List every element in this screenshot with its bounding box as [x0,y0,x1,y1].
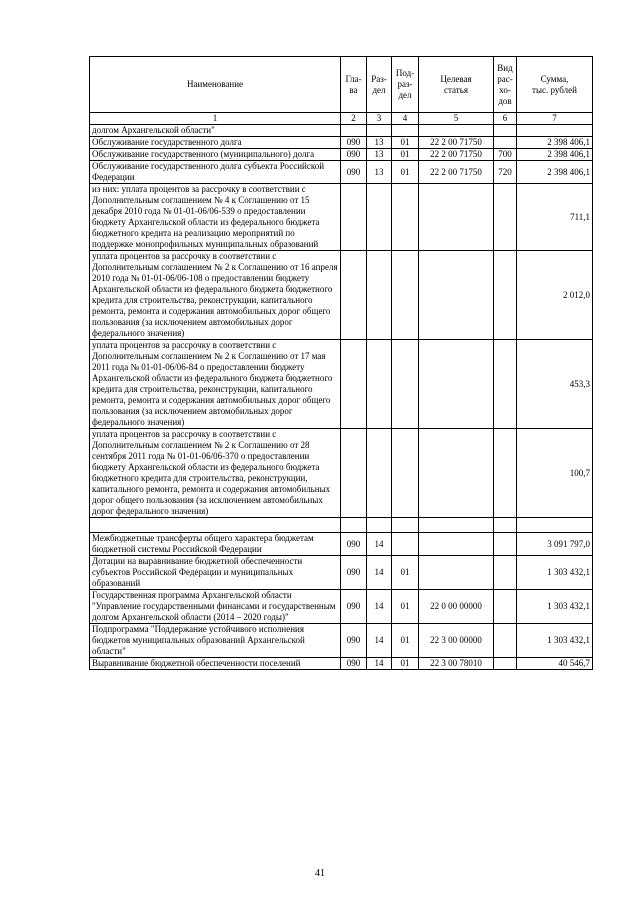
header-sum: Сумма, тыс. рублей [517,57,593,113]
row-razdel [367,125,392,137]
column-number: 7 [517,113,593,125]
row-podrazdel [392,429,419,518]
row-podrazdel: 01 [392,149,419,161]
row-razdel: 13 [367,137,392,149]
row-vid [494,429,517,518]
row-razdel: 14 [367,624,392,658]
row-vid [494,658,517,670]
row-vid [494,251,517,340]
row-podrazdel [392,125,419,137]
row-name: уплата процентов за рассрочку в соответствии с Дополнительным соглашением № 2 к Соглашению от 17 мая 2011 года № 01-01-06/06-84 о предоставлении бюджету Архангельской области из федерального бюджета бюджетного кредита для строительства, реконструкции, капитального ремонта, ремонта и содержания автомобильных дорог общего пользования (за исключением автомобильных дорог федерального значения) [90,340,341,429]
column-number: 5 [419,113,494,125]
table-row [90,533,593,556]
row-name: Дотации на выравнивание бюджетной обеспеченности субъектов Российской Федерации и муниципальных образований [90,556,341,590]
row-razdel [367,184,392,251]
row-vid [494,518,517,533]
row-target [419,429,494,518]
row-glava: 090 [341,624,367,658]
row-name: Выравнивание бюджетной обеспеченности поселений [90,658,341,670]
row-razdel [367,251,392,340]
row-podrazdel [392,533,419,556]
table-row [90,658,593,670]
row-target [419,518,494,533]
row-glava [341,340,367,429]
row-name: Подпрограмма "Поддержание устойчивого исполнения бюджетов муниципальных образований Архангельской области" [90,624,341,658]
column-number: 3 [367,113,392,125]
row-name: Государственная программа Архангельской области "Управление государственными финансами и государственным долгом Архангельской области (2014 – 2020 годы)" [90,590,341,624]
row-razdel: 14 [367,556,392,590]
row-glava: 090 [341,556,367,590]
row-razdel [367,340,392,429]
table-row [90,556,593,590]
column-number-row [90,113,593,125]
row-razdel: 13 [367,149,392,161]
header-glava: Гла- ва [341,57,367,113]
row-glava: 090 [341,137,367,149]
row-name: долгом Архангельской области" [90,125,341,137]
header-vid: Вид рас- хо- дов [494,57,517,113]
page-number: 41 [315,868,325,879]
row-name: Обслуживание государственного долга субъекта Российской Федерации [90,161,341,184]
row-sum [517,125,593,137]
row-podrazdel [392,340,419,429]
column-number: 6 [494,113,517,125]
table-row [90,518,593,533]
row-glava: 090 [341,149,367,161]
row-target: 22 2 00 71750 [419,161,494,184]
header-razdel: Раз- дел [367,57,392,113]
row-name: Обслуживание государственного (муниципального) долга [90,149,341,161]
header-podrazdel: Под- раз- дел [392,57,419,113]
column-number: 1 [90,113,341,125]
row-sum [517,518,593,533]
row-razdel: 14 [367,533,392,556]
row-vid [494,556,517,590]
budget-table [89,56,593,670]
row-podrazdel: 01 [392,590,419,624]
table-row [90,624,593,658]
row-sum: 2 398 406,1 [517,161,593,184]
row-razdel [367,518,392,533]
row-target [419,125,494,137]
row-razdel [367,429,392,518]
column-number: 4 [392,113,419,125]
row-vid: 720 [494,161,517,184]
row-name: Обслуживание государственного долга [90,137,341,149]
row-podrazdel: 01 [392,624,419,658]
row-vid [494,590,517,624]
row-sum: 1 303 432,1 [517,556,593,590]
row-name: Межбюджетные трансферты общего характера бюджетам бюджетной системы Российской Федерации [90,533,341,556]
row-name: уплата процентов за рассрочку в соответствии с Дополнительным соглашением № 2 к Соглашению от 16 апреля 2010 года № 01-01-06/06-108 о предоставлении бюджету Архангельской области из федерального бюджета бюджетного кредита для строительства, реконструкции, капитального ремонта, ремонта и содержания автомобильных дорог общего пользования (за исключением автомобильных дорог федерального значения) [90,251,341,340]
row-sum: 100,7 [517,429,593,518]
row-sum: 40 546,7 [517,658,593,670]
table-row [90,251,593,340]
table-row [90,125,593,137]
row-glava: 090 [341,533,367,556]
table-row [90,590,593,624]
row-target [419,533,494,556]
row-sum: 1 303 432,1 [517,624,593,658]
row-podrazdel [392,184,419,251]
row-sum: 2 398 406,1 [517,137,593,149]
row-glava [341,125,367,137]
header-target: Целевая статья [419,57,494,113]
table-row [90,149,593,161]
table-row [90,137,593,149]
row-razdel: 14 [367,658,392,670]
row-vid: 700 [494,149,517,161]
row-podrazdel: 01 [392,137,419,149]
table-row [90,429,593,518]
row-vid [494,340,517,429]
row-sum: 1 303 432,1 [517,590,593,624]
row-glava [341,518,367,533]
row-vid [494,533,517,556]
column-number: 2 [341,113,367,125]
row-razdel: 13 [367,161,392,184]
table-row [90,184,593,251]
row-vid [494,137,517,149]
row-sum: 2 012,0 [517,251,593,340]
row-podrazdel: 01 [392,161,419,184]
row-vid [494,125,517,137]
row-vid [494,624,517,658]
row-target: 22 3 00 00000 [419,624,494,658]
row-razdel: 14 [367,590,392,624]
row-target [419,251,494,340]
row-glava: 090 [341,658,367,670]
row-podrazdel [392,518,419,533]
row-name [90,518,341,533]
row-vid [494,184,517,251]
table-row [90,161,593,184]
row-sum: 2 398 406,1 [517,149,593,161]
row-target: 22 3 00 78010 [419,658,494,670]
row-podrazdel [392,251,419,340]
row-target [419,556,494,590]
row-glava [341,251,367,340]
row-glava: 090 [341,161,367,184]
table-row [90,340,593,429]
row-podrazdel: 01 [392,556,419,590]
row-target [419,340,494,429]
row-sum: 453,3 [517,340,593,429]
table-body [90,125,593,670]
row-sum: 711,1 [517,184,593,251]
row-glava [341,184,367,251]
header-name: Наименование [90,57,341,113]
row-podrazdel: 01 [392,658,419,670]
row-target [419,184,494,251]
row-target: 22 2 00 71750 [419,137,494,149]
row-name: уплата процентов за рассрочку в соответствии с Дополнительным соглашением № 2 к Соглашению от 28 сентября 2011 года № 01-01-06/06-370 о предоставлении бюджету Архангельской области из федерального бюджета бюджетного кредита для строительства, реконструкции, капитального ремонта, ремонта и содержания автомобильных дорог общего пользования (за исключением автомобильных дорог федерального значения) [90,429,341,518]
header-row [90,57,593,113]
row-name: из них: уплата процентов за рассрочку в соответствии с Дополнительным соглашением № 4 к Соглашению от 15 декабря 2010 года № 01-01-06/06-539 о предоставлении бюджету Архангельской области из федерального бюджета бюджетного кредита на реализацию мероприятий по поддержке монопрофильных муниципальных образований [90,184,341,251]
row-sum: 3 091 797,0 [517,533,593,556]
row-glava [341,429,367,518]
row-glava: 090 [341,590,367,624]
row-target: 22 2 00 71750 [419,149,494,161]
row-target: 22 0 00 00000 [419,590,494,624]
